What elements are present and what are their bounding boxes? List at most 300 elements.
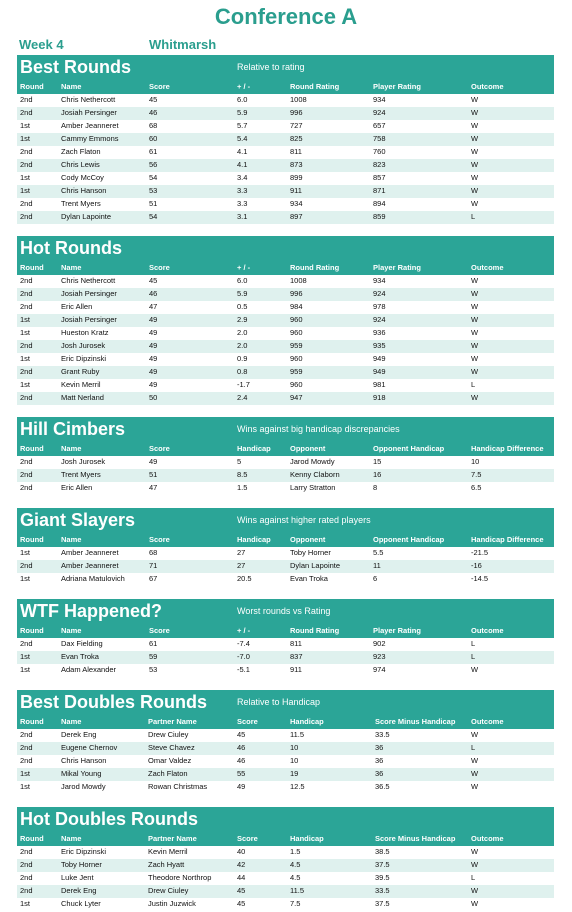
column-header-round: Round (20, 626, 44, 635)
cell-player-rating: 823 (373, 160, 386, 169)
column-header-round: Round (20, 263, 44, 272)
section-best-rounds (17, 55, 554, 224)
cell-score-minus-handicap: 36 (375, 743, 384, 752)
section-header (17, 690, 554, 716)
cell-round-rating: 984 (290, 302, 303, 311)
cell-opponent: Toby Horner (290, 548, 331, 557)
cell-score: 56 (149, 160, 158, 169)
cell-outcome: W (471, 730, 479, 739)
table-row (17, 651, 554, 664)
cell-outcome: W (471, 860, 479, 869)
section-header (17, 55, 554, 81)
cell-opponent: Evan Troka (290, 574, 328, 583)
cell-player-rating: 657 (373, 121, 386, 130)
cell-name: Toby Horner (61, 860, 102, 869)
table-row (17, 301, 554, 314)
cell-score: 45 (149, 276, 158, 285)
cell-player-rating: 935 (373, 341, 386, 350)
cell-round-rating: 996 (290, 108, 303, 117)
section-wtf-happened (17, 599, 554, 677)
column-header-name: Name (61, 535, 82, 544)
cell-score: 49 (149, 341, 158, 350)
cell-name: Eric Dipzinski (61, 847, 107, 856)
cell-round: 2nd (20, 147, 33, 156)
section-title: Hot Rounds (20, 238, 122, 258)
table-row (17, 172, 554, 185)
cell-round: 2nd (20, 457, 33, 466)
table-row (17, 366, 554, 379)
cell-outcome: W (471, 160, 479, 169)
cell-player-rating: 924 (373, 315, 386, 324)
column-header-: + / - (237, 82, 251, 91)
cell-: 6.0 (237, 276, 248, 285)
table-row (17, 781, 554, 794)
section-title: WTF Happened? (20, 601, 162, 621)
column-header-round-rating: Round Rating (290, 626, 340, 635)
cell-score-minus-handicap: 38.5 (375, 847, 390, 856)
column-header-round: Round (20, 535, 44, 544)
cell-handicap: 11.5 (290, 730, 305, 739)
cell-round: 2nd (20, 199, 33, 208)
table-row (17, 898, 554, 911)
column-header-handicap-difference: Handicap Difference (471, 444, 544, 453)
table-row (17, 742, 554, 755)
cell-score: 47 (149, 483, 158, 492)
cell-score: 49 (149, 354, 158, 363)
cell-player-rating: 923 (373, 652, 386, 661)
cell-score: 49 (149, 315, 158, 324)
cell-name: Dax Fielding (61, 639, 103, 648)
cell-round-rating: 959 (290, 341, 303, 350)
cell-score: 46 (237, 756, 246, 765)
cell-outcome: W (471, 393, 479, 402)
cell-name: Amber Jeanneret (61, 548, 119, 557)
column-header-player-rating: Player Rating (373, 626, 421, 635)
table-row (17, 469, 554, 482)
cell-: 0.8 (237, 367, 248, 376)
cell-player-rating: 894 (373, 199, 386, 208)
cell-name: Cammy Emmons (61, 134, 119, 143)
section-header (17, 599, 554, 625)
cell-partner-name: Drew Ciuley (148, 886, 189, 895)
column-header-player-rating: Player Rating (373, 82, 421, 91)
section-description: Wins against big handicap discrepancies (237, 424, 400, 434)
cell-handicap: 12.5 (290, 782, 305, 791)
table-row (17, 275, 554, 288)
cell-score: 49 (149, 457, 158, 466)
cell-round-rating: 897 (290, 212, 303, 221)
section-title: Best Rounds (20, 57, 132, 77)
section-giant-slayers (17, 508, 554, 586)
column-header-handicap: Handicap (290, 717, 324, 726)
table-row (17, 379, 554, 392)
cell-handicap: 10 (290, 743, 299, 752)
cell-: 5.9 (237, 289, 248, 298)
table-row (17, 885, 554, 898)
table-row (17, 547, 554, 560)
cell-round: 2nd (20, 276, 33, 285)
cell-handicap: 27 (237, 561, 246, 570)
cell-round-rating: 934 (290, 199, 303, 208)
section-title: Giant Slayers (20, 510, 136, 530)
table-row (17, 198, 554, 211)
column-header-row (17, 81, 554, 94)
column-header-score: Score (149, 444, 170, 453)
cell-outcome: W (471, 665, 479, 674)
cell-score: 47 (149, 302, 158, 311)
cell-: 3.3 (237, 199, 248, 208)
cell-handicap: 19 (290, 769, 299, 778)
cell-handicap: 20.5 (237, 574, 252, 583)
cell-player-rating: 934 (373, 276, 386, 285)
cell-name: Chris Hanson (61, 756, 107, 765)
cell-name: Evan Troka (61, 652, 99, 661)
cell-score: 45 (237, 899, 246, 908)
cell-name: Josh Jurosek (61, 341, 106, 350)
cell-round-rating: 837 (290, 652, 303, 661)
table-row (17, 638, 554, 651)
cell-round-rating: 911 (290, 186, 302, 195)
cell-opponent: Dylan Lapointe (290, 561, 341, 570)
column-header-outcome: Outcome (471, 626, 504, 635)
cell-handicap-difference: 7.5 (471, 470, 482, 479)
cell-score: 54 (149, 212, 158, 221)
cell-outcome: W (471, 199, 479, 208)
cell-opponent-handicap: 5.5 (373, 548, 384, 557)
cell-round-rating: 1008 (290, 276, 307, 285)
cell-score: 55 (237, 769, 246, 778)
cell-handicap: 8.5 (237, 470, 248, 479)
table-row (17, 211, 554, 224)
cell-player-rating: 949 (373, 354, 386, 363)
cell-round-rating: 960 (290, 315, 303, 324)
column-header-name: Name (61, 717, 82, 726)
column-header-: + / - (237, 263, 251, 272)
cell-player-rating: 859 (373, 212, 386, 221)
column-header-name: Name (61, 834, 82, 843)
cell-round: 1st (20, 315, 31, 324)
cell-partner-name: Kevin Merril (148, 847, 188, 856)
cell-partner-name: Justin Juzwick (148, 899, 196, 908)
cell-round: 2nd (20, 108, 33, 117)
cell-name: Mikal Young (61, 769, 102, 778)
cell-handicap: 1.5 (290, 847, 301, 856)
cell-player-rating: 934 (373, 95, 386, 104)
cell-: 4.1 (237, 147, 248, 156)
cell-name: Zach Flaton (61, 147, 101, 156)
column-header-name: Name (61, 263, 82, 272)
cell-name: Eric Allen (61, 302, 93, 311)
cell-handicap: 1.5 (237, 483, 248, 492)
cell-round-rating: 911 (290, 665, 302, 674)
column-header-opponent: Opponent (290, 535, 326, 544)
table-row (17, 159, 554, 172)
cell-round-rating: 727 (290, 121, 303, 130)
cell-outcome: W (471, 121, 479, 130)
column-header-: + / - (237, 626, 251, 635)
cell-name: Jarod Mowdy (61, 782, 106, 791)
cell-name: Matt Nerland (61, 393, 104, 402)
table-row (17, 107, 554, 120)
cell-player-rating: 871 (373, 186, 386, 195)
cell-score-minus-handicap: 33.5 (375, 730, 390, 739)
cell-: 4.1 (237, 160, 248, 169)
column-header-row (17, 443, 554, 456)
cell-handicap: 7.5 (290, 899, 301, 908)
cell-round: 2nd (20, 860, 33, 869)
cell-round: 1st (20, 134, 31, 143)
table-row (17, 94, 554, 107)
page-title: Conference A (214, 4, 358, 29)
cell-name: Chris Lewis (61, 160, 100, 169)
cell-round: 1st (20, 548, 31, 557)
cell-score: 49 (149, 328, 158, 337)
cell-outcome: L (471, 212, 476, 221)
cell-name: Trent Myers (61, 199, 101, 208)
cell-outcome: W (471, 147, 479, 156)
table-row (17, 133, 554, 146)
table-row (17, 327, 554, 340)
column-header-row (17, 534, 554, 547)
cell-name: Eric Allen (61, 483, 93, 492)
cell-round: 2nd (20, 873, 33, 882)
column-header-opponent: Opponent (290, 444, 326, 453)
column-header-handicap: Handicap (290, 834, 324, 843)
table-row (17, 120, 554, 133)
cell-name: Chris Nethercott (61, 276, 116, 285)
section-header (17, 807, 554, 833)
cell-outcome: W (471, 341, 479, 350)
column-header-row (17, 716, 554, 729)
column-header-name: Name (61, 626, 82, 635)
cell-score: 67 (149, 574, 158, 583)
cell-name: Cody McCoy (61, 173, 104, 182)
cell-: 3.4 (237, 173, 248, 182)
column-header-handicap-difference: Handicap Difference (471, 535, 544, 544)
cell-round: 2nd (20, 95, 33, 104)
cell-round: 1st (20, 354, 31, 363)
section-description: Worst rounds vs Rating (237, 606, 331, 616)
cell-score: 51 (149, 470, 158, 479)
cell-handicap: 4.5 (290, 860, 301, 869)
cell-outcome: W (471, 847, 479, 856)
cell-outcome: W (471, 95, 479, 104)
column-header-score: Score (149, 626, 170, 635)
cell-score: 71 (149, 561, 158, 570)
table-row (17, 560, 554, 573)
cell-round: 2nd (20, 160, 33, 169)
cell-outcome: W (471, 276, 479, 285)
column-header-round: Round (20, 444, 44, 453)
cell-outcome: W (471, 756, 479, 765)
cell-round-rating: 960 (290, 354, 303, 363)
cell-outcome: W (471, 134, 479, 143)
cell-name: Josiah Persinger (61, 289, 117, 298)
cell-score: 51 (149, 199, 158, 208)
cell-handicap: 11.5 (290, 886, 305, 895)
cell-round: 1st (20, 899, 31, 908)
table-row (17, 859, 554, 872)
cell-handicap-difference: 10 (471, 457, 480, 466)
cell-score: 42 (237, 860, 246, 869)
table-row (17, 314, 554, 327)
section-header (17, 417, 554, 443)
cell-player-rating: 758 (373, 134, 386, 143)
section-description: Wins against higher rated players (237, 515, 371, 525)
cell-name: Trent Myers (61, 470, 101, 479)
week-label: Week 4 (19, 37, 64, 52)
cell-outcome: W (471, 108, 479, 117)
cell-: 5.4 (237, 134, 248, 143)
cell-opponent: Jarod Mowdy (290, 457, 335, 466)
cell-handicap-difference: -16 (471, 561, 482, 570)
cell-partner-name: Steve Chavez (148, 743, 195, 752)
cell-round: 2nd (20, 367, 33, 376)
cell-player-rating: 918 (373, 393, 386, 402)
cell-player-rating: 974 (373, 665, 386, 674)
table-row (17, 456, 554, 469)
column-header-partner-name: Partner Name (148, 717, 197, 726)
column-header-handicap: Handicap (237, 535, 271, 544)
cell-round: 1st (20, 186, 31, 195)
cell-score-minus-handicap: 37.5 (375, 860, 390, 869)
table-row (17, 664, 554, 677)
cell-round: 2nd (20, 756, 33, 765)
cell-player-rating: 978 (373, 302, 386, 311)
cell-player-rating: 924 (373, 289, 386, 298)
table-row (17, 340, 554, 353)
cell-score: 46 (237, 743, 246, 752)
cell-opponent-handicap: 11 (373, 561, 381, 570)
cell-player-rating: 924 (373, 108, 386, 117)
cell-round: 2nd (20, 341, 33, 350)
column-header-round-rating: Round Rating (290, 82, 340, 91)
column-header-outcome: Outcome (471, 717, 504, 726)
cell-: -1.7 (237, 380, 250, 389)
cell-name: Dylan Lapointe (61, 212, 112, 221)
cell-score-minus-handicap: 36.5 (375, 782, 390, 791)
section-title: Hill Cimbers (20, 419, 126, 439)
cell-partner-name: Theodore Northrop (148, 873, 212, 882)
section-title: Hot Doubles Rounds (20, 809, 198, 829)
table-row (17, 288, 554, 301)
table-row (17, 392, 554, 405)
cell-name: Chris Hanson (61, 186, 107, 195)
cell-name: Luke Jent (61, 873, 94, 882)
cell-outcome: W (471, 782, 479, 791)
column-header-round: Round (20, 717, 44, 726)
cell-round: 2nd (20, 561, 33, 570)
cell-round-rating: 959 (290, 367, 303, 376)
cell-outcome: L (471, 639, 476, 648)
cell-name: Derek Eng (61, 730, 97, 739)
column-header-row (17, 625, 554, 638)
section-hot-rounds (17, 236, 554, 405)
cell-round-rating: 873 (290, 160, 303, 169)
cell-score: 61 (149, 147, 158, 156)
cell-: 3.1 (237, 212, 248, 221)
cell-score: 49 (237, 782, 246, 791)
cell-outcome: L (471, 652, 476, 661)
cell-name: Hueston Kratz (61, 328, 109, 337)
column-header-round-rating: Round Rating (290, 263, 340, 272)
cell-round: 1st (20, 652, 31, 661)
cell-round: 1st (20, 782, 31, 791)
column-header-round: Round (20, 834, 44, 843)
cell-outcome: W (471, 367, 479, 376)
cell-opponent-handicap: 15 (373, 457, 382, 466)
cell-score: 68 (149, 548, 158, 557)
cell-: 5.7 (237, 121, 248, 130)
column-header-score-minus-handicap: Score Minus Handicap (375, 717, 456, 726)
cell-name: Eric Dipzinski (61, 354, 107, 363)
column-header-score: Score (149, 82, 170, 91)
cell-score-minus-handicap: 39.5 (375, 873, 390, 882)
cell-round: 2nd (20, 393, 33, 402)
cell-: 0.5 (237, 302, 248, 311)
cell-outcome: W (471, 328, 479, 337)
column-header-score: Score (149, 263, 170, 272)
cell-round: 1st (20, 665, 31, 674)
cell-round: 2nd (20, 886, 33, 895)
cell-player-rating: 857 (373, 173, 386, 182)
cell-outcome: L (471, 743, 476, 752)
section-title: Best Doubles Rounds (20, 692, 208, 712)
cell-score: 45 (149, 95, 158, 104)
cell-round: 1st (20, 380, 31, 389)
cell-outcome: W (471, 315, 479, 324)
cell-score-minus-handicap: 33.5 (375, 886, 390, 895)
cell-player-rating: 949 (373, 367, 386, 376)
cell-score: 61 (149, 639, 158, 648)
cell-handicap-difference: 6.5 (471, 483, 482, 492)
cell-round: 1st (20, 173, 31, 182)
cell-score: 49 (149, 367, 158, 376)
cell-: 2.4 (237, 393, 248, 402)
cell-name: Derek Eng (61, 886, 97, 895)
cell-player-rating: 981 (373, 380, 386, 389)
cell-round-rating: 996 (290, 289, 303, 298)
section-header (17, 236, 554, 262)
cell-outcome: L (471, 380, 476, 389)
cell-opponent: Kenny Claborn (290, 470, 340, 479)
section-hot-doubles-rounds (17, 807, 554, 911)
table-row (17, 729, 554, 742)
cell-score: 59 (149, 652, 158, 661)
cell-player-rating: 760 (373, 147, 386, 156)
cell-round: 2nd (20, 212, 33, 221)
cell-name: Amber Jeanneret (61, 561, 119, 570)
cell-round: 2nd (20, 847, 33, 856)
cell-: 0.9 (237, 354, 248, 363)
cell-name: Adam Alexander (61, 665, 117, 674)
column-header-score: Score (237, 834, 258, 843)
cell-score-minus-handicap: 36 (375, 769, 384, 778)
cell-score: 49 (149, 380, 158, 389)
cell-partner-name: Zach Flaton (148, 769, 188, 778)
cell-name: Amber Jeanneret (61, 121, 119, 130)
cell-partner-name: Zach Hyatt (148, 860, 185, 869)
table-row (17, 846, 554, 859)
cell-score: 53 (149, 665, 158, 674)
cell-round: 1st (20, 574, 31, 583)
cell-: 6.0 (237, 95, 248, 104)
cell-score: 46 (149, 108, 158, 117)
section-description: Relative to Handicap (237, 697, 321, 707)
table-row (17, 353, 554, 366)
cell-outcome: W (471, 302, 479, 311)
cell-score: 53 (149, 186, 158, 195)
